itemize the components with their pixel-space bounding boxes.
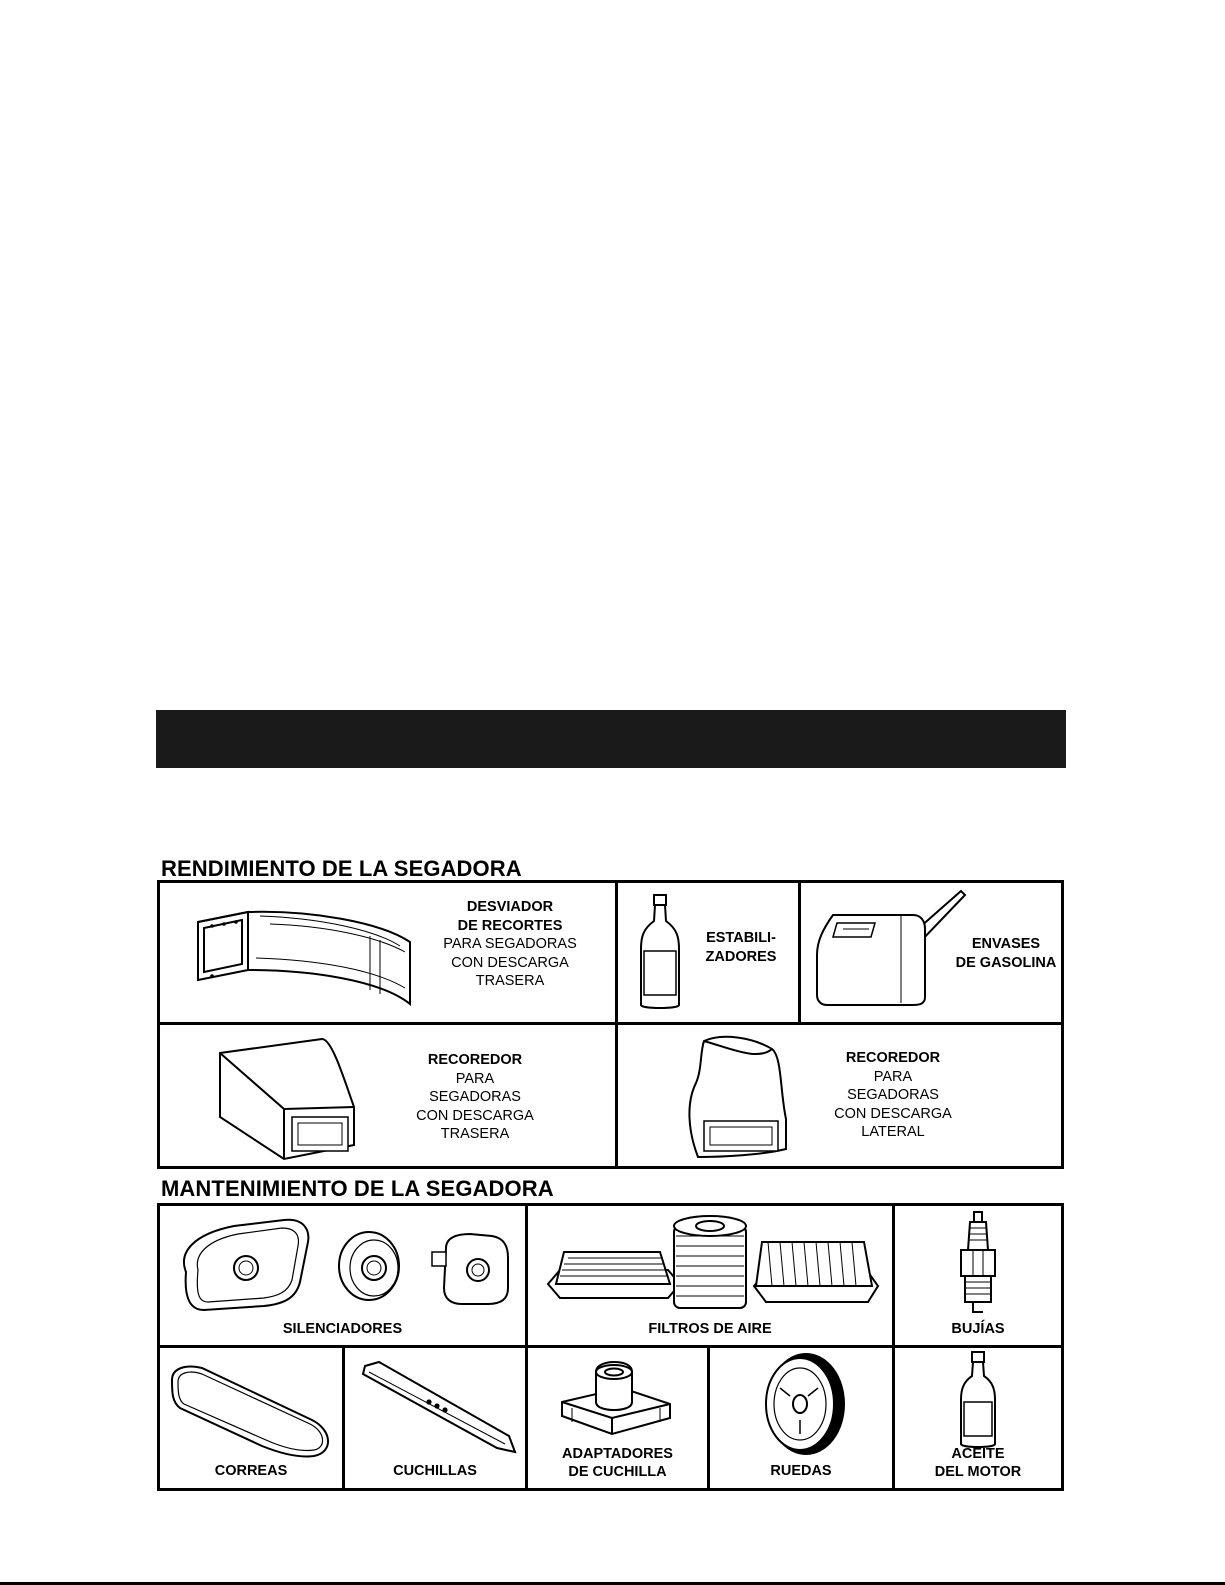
product-cell-gas-cans[interactable]: [801, 883, 1061, 1022]
label-line: ENVASES: [971, 936, 1041, 952]
blade-icon: [359, 1356, 519, 1456]
gas-cans-label: [951, 935, 1061, 972]
label-line: DE RECORTES: [457, 917, 563, 934]
blade-adapters-label: [528, 1445, 707, 1481]
label-line: TRASERA: [440, 1126, 510, 1142]
product-cell-rear-catcher[interactable]: [160, 1025, 615, 1166]
label-line: SEGADORAS: [429, 1089, 521, 1105]
performance-section-title: RENDIMIENTO DE LA SEGADORA: [161, 856, 522, 881]
label-line: RECOREDOR: [845, 1050, 941, 1066]
spark-plugs-label: BUJÍAS: [951, 1321, 1005, 1337]
belts-label: CORREAS: [214, 1463, 288, 1479]
label-line: ADAPTADORES: [562, 1446, 673, 1462]
label-line: SEGADORAS: [847, 1087, 939, 1103]
product-cell-stabilizers[interactable]: [618, 883, 798, 1022]
label-line: CON DESCARGA: [451, 954, 569, 971]
label-line: CON DESCARGA: [834, 1105, 952, 1122]
label-line: DEL MOTOR: [934, 1464, 1022, 1480]
rear-grass-catcher-icon: [212, 1033, 372, 1163]
product-cell-belts[interactable]: [160, 1348, 342, 1488]
maintenance-section-title: MANTENIMIENTO DE LA SEGADORA: [161, 1176, 554, 1201]
product-cell-engine-oil[interactable]: [895, 1348, 1061, 1488]
label-line: PARA SEGADORAS: [443, 936, 577, 952]
engine-oil-label: [895, 1445, 1061, 1481]
label-line: PARA: [873, 1068, 913, 1085]
header-bar: [156, 710, 1066, 768]
belt-icon: [162, 1360, 338, 1460]
label-line: DE CUCHILLA: [568, 1464, 667, 1480]
label-line: DE GASOLINA: [955, 954, 1057, 971]
blade-adapter-icon: [558, 1356, 678, 1436]
performance-grid: [157, 880, 1064, 1169]
label-line: ESTABILI-: [706, 930, 776, 946]
product-cell-wheels[interactable]: [710, 1348, 892, 1488]
grass-deflector-icon: [190, 898, 430, 1008]
stabilizers-label: [700, 929, 782, 966]
side-catcher-label: [818, 1049, 968, 1142]
product-cell-blade-adapters[interactable]: [528, 1348, 707, 1488]
product-cell-mufflers[interactable]: [160, 1206, 525, 1345]
label-line: ZADORES: [705, 948, 777, 965]
label-line: DESVIADOR: [466, 899, 554, 915]
label-line: RECOREDOR: [427, 1052, 523, 1068]
blades-label: CUCHILLAS: [393, 1463, 477, 1479]
label-line: ACEITE: [951, 1446, 1005, 1462]
label-line: LATERAL: [861, 1124, 925, 1140]
stabilizer-bottle-icon: [635, 893, 685, 1013]
label-line: TRASERA: [475, 973, 545, 989]
maintenance-grid: [157, 1203, 1064, 1491]
spark-plug-icon: [953, 1210, 1003, 1320]
wheels-label: RUEDAS: [770, 1463, 832, 1479]
gas-can-icon: [813, 885, 973, 1010]
muffler-icon: [174, 1212, 514, 1312]
mufflers-label: SILENCIADORES: [282, 1321, 403, 1337]
wheel-icon: [758, 1348, 848, 1458]
product-cell-side-catcher[interactable]: [618, 1025, 1061, 1166]
air-filter-icon: [542, 1212, 882, 1316]
product-cell-spark-plugs[interactable]: [895, 1206, 1061, 1345]
product-cell-air-filters[interactable]: [528, 1206, 892, 1345]
side-grass-catcher-icon: [682, 1031, 792, 1163]
label-line: CON DESCARGA: [416, 1107, 534, 1124]
deflector-label: [440, 898, 580, 991]
rear-catcher-label: [405, 1051, 545, 1144]
product-cell-blades[interactable]: [345, 1348, 525, 1488]
product-cell-deflector[interactable]: [160, 883, 615, 1022]
oil-bottle-icon: [953, 1350, 1003, 1450]
air-filters-label: FILTROS DE AIRE: [648, 1321, 772, 1337]
label-line: PARA: [455, 1070, 495, 1087]
